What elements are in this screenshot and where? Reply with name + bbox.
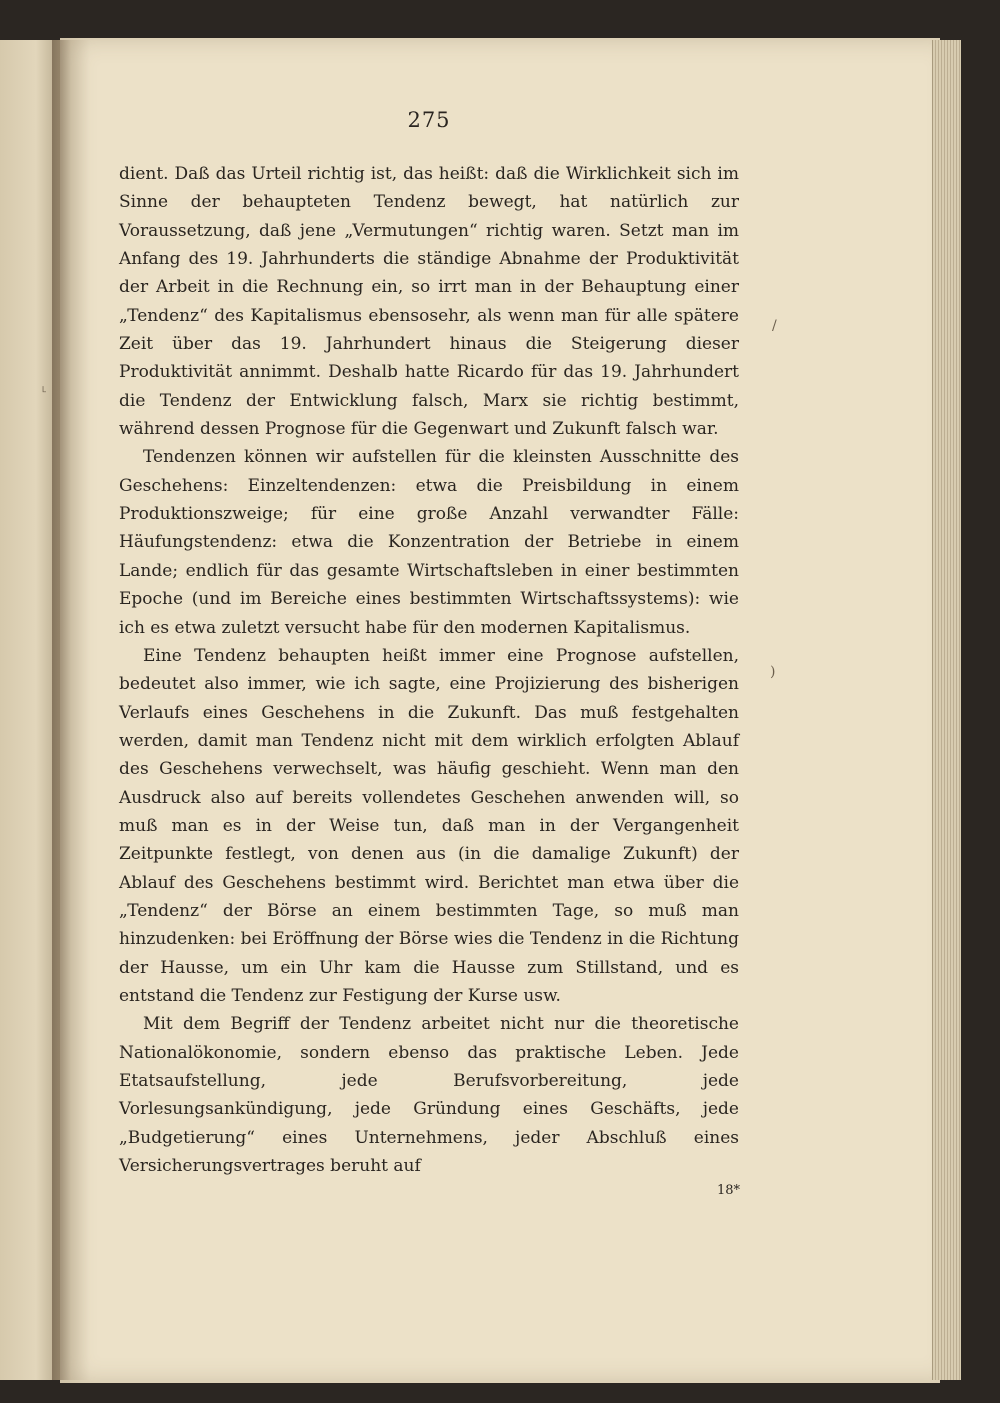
paragraph-4: Mit dem Begriff der Tendenz arbeitet nicht nur die theoretische Nationalökonomie, sondern ebenso das praktische Leben. Jede Etatsaufstellung, jede Berufsvorbereitung, jede Vorlesungsankündigung, jede Gründung eines Geschäfts, jede „Budgetierung“ eines Unternehmens, jeder Abschluß eines Versicherungsvertrages beruht auf [119,1014,739,1177]
margin-pencil-stroke: / [772,318,777,334]
paragraph-2: Tendenzen können wir aufstellen für die kleinsten Ausschnitte des Geschehens: Einzeltendenzen: etwa die Preisbildung in einem Produktionszweige; für eine große Anzahl verwandter Fälle: Häufungstendenz: etwa die Konzentration der Betriebe in einem Lande; endlich für das gesamte Wirtschaftsleben in einer bestimmten Epoche (und im Bereiche eines bestimmten Wirtschaftssystems): wie ich es etwa zuletzt versucht habe für den modernen Kapitalismus. [119,447,739,638]
margin-tick-mark: ˪ [42,380,47,396]
signature-mark: 18* [716,1183,740,1198]
page-stack-edges [932,40,961,1380]
page-text [119,100,739,1180]
page-number: 275 [407,108,451,132]
paragraph-1: dient. Daß das Urteil richtig ist, das heißt: daß die Wirklichkeit sich im Sinne der behaupteten Tendenz bewegt, hat natürlich zur Voraussetzung, daß jene „Vermutungen“ richtig waren. Setzt man im Anfang des 19. Jahrhunderts die ständige Abnahme der Produktivität der Arbeit in die Rechnung ein, so irrt man in der Behauptung einer „Tendenz“ des Kapitalismus ebensosehr, als wenn man für alle spätere Zeit über das 19. Jahrhundert hinaus die Steigerung dieser Produktivität annimmt. Deshalb hatte Ricardo für das 19. Jahrhundert die Tendenz der Entwicklung falsch, Marx sie richtig bestimmt, während dessen Prognose für die Gegenwart und Zukunft falsch war. [119,164,739,440]
left-page-edge [0,40,60,1380]
spine-shadow [52,40,90,1380]
margin-bracket-mark: ) [770,664,776,680]
paragraph-3: Eine Tendenz behaupten heißt immer eine Prognose aufstellen, bedeutet also immer, wie ich sagte, eine Projizierung des bisherigen Verlaufs eines Geschehens in die Zukunft. Das muß festgehalten werden, damit man Tendenz nicht mit dem wirklich erfolgten Ablauf des Geschehens verwechselt, was häufig geschieht. Wenn man den Ausdruck also auf bereits vollendetes Geschehen anwenden will, so muß man es in der Weise tun, daß man in der Vergangenheit Zeitpunkte festlegt, von denen aus (in die damalige Zukunft) der Ablauf des Geschehens bestimmt wird. Berichtet man etwa über die „Tendenz“ der Börse an einem bestimmten Tage, so muß man hinzudenken: bei Eröffnung der Börse wies die Tendenz in die Richtung der Hausse, um ein Uhr kam die Hausse zum Stillstand, und es entstand die Tendenz zur Festigung der Kurse usw. [119,645,739,1006]
